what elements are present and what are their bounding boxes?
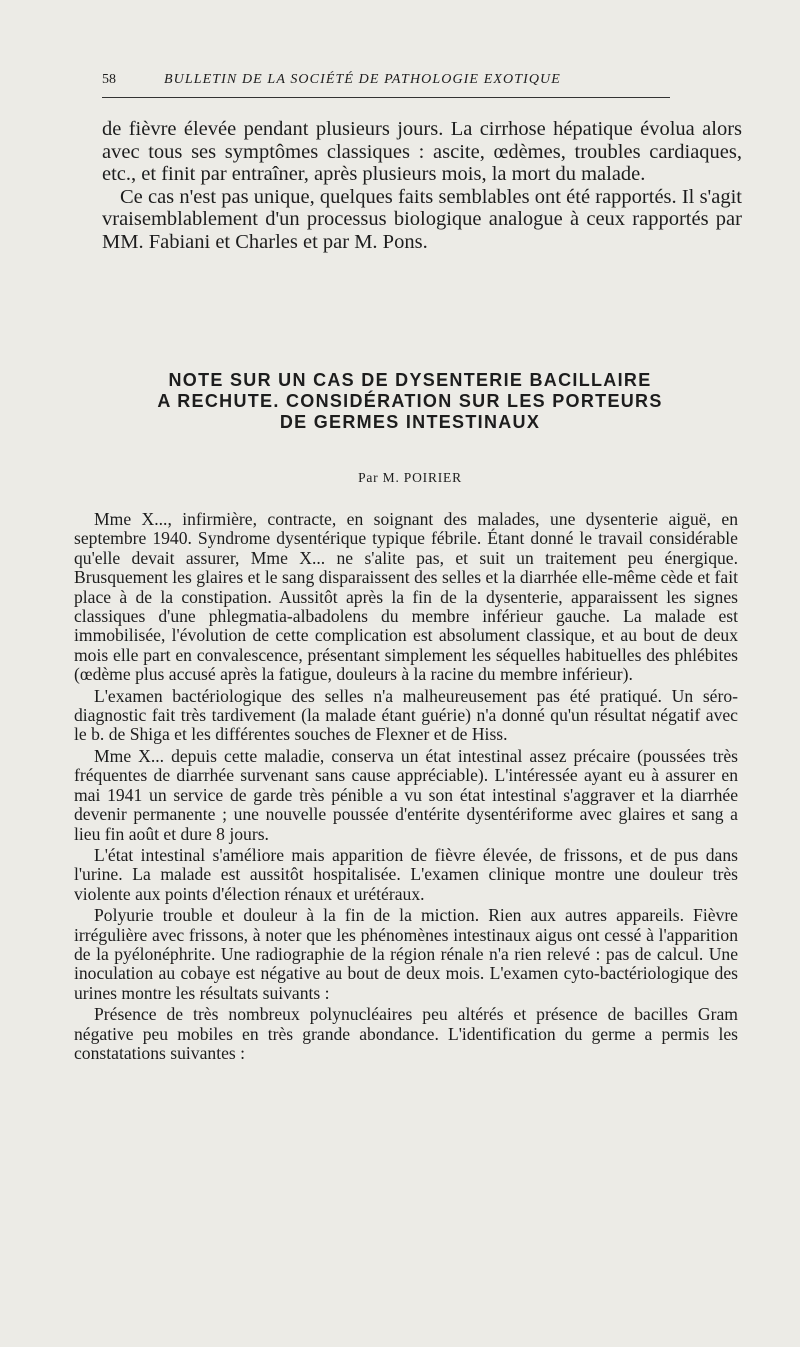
body-paragraph: L'examen bactériologique des selles n'a malheureusement pas été pratiqué. Un séro-diagnostic fait très tardivement (la malade étant guérie) n'a donné qu'un résultat négatif avec le b. de Shiga et les différentes souches de Flexner et de Hiss. — [74, 685, 738, 745]
body-paragraph: Mme X..., infirmière, contracte, en soignant des malades, une dysenterie aiguë, en septembre 1940. Syndrome dysentérique typique fébrile. Étant donné le travail considérable qu'elle devait assurer, Mme X... ne s'alite pas, et suit un traitement peu énergique. Brusquement les glaires et le sang disparaissent des selles et la diarrhée elle-même cède et fait place à de la constipation. Aussitôt après la fin de la dysenterie, apparaissent les signes classiques d'une phlegmatia-albadolens du membre inférieur gauche. La malade est immobilisée, l'évolution de cette complication est absolument classique, et au bout de deux mois elle part en convalescence, présentant simplement les séquelles habituelles des phlébites (œdème plus accusé après la fatigue, douleurs à la racine du membre inférieur). — [74, 509, 738, 685]
previous-article-continuation — [102, 118, 742, 253]
continuation-paragraph-2: Ce cas n'est pas unique, quelques faits semblables ont été rapportés. Il s'agit vraisemblablement d'un processus biologique analogue à ceux rapportés par MM. Fabiani et Charles et par M. Pons. — [102, 185, 742, 253]
page-number: 58 — [102, 72, 116, 87]
body-paragraph: L'état intestinal s'améliore mais apparition de fièvre élevée, de frissons, et de pus dans l'urine. La malade est aussitôt hospitalisée. L'examen clinique montre une douleur très violente aux points d'élection rénaux et urétéraux. — [74, 844, 738, 904]
article-body — [74, 510, 738, 1065]
article-author: Par M. POIRIER — [358, 470, 462, 485]
title-line-3: DE GERMES INTESTINAUX — [279, 412, 541, 432]
title-line-1: NOTE SUR UN CAS DE DYSENTERIE BACILLAIRE — [168, 370, 652, 390]
body-paragraph: Présence de très nombreux polynucléaires peu altérés et présence de bacilles Gram négative peu mobiles en très grande abondance. L'identification du germe a permis les constatations suivantes : — [74, 1004, 738, 1063]
running-title: BULLETIN DE LA SOCIÉTÉ DE PATHOLOGIE EXOTIQUE — [164, 72, 561, 87]
body-paragraph: Polyurie trouble et douleur à la fin de la miction. Rien aux autres appareils. Fièvre irrégulière avec frissons, à noter que les phénomènes intestinaux aigus ont cessé à l'apparition de la pyélonéphrite. Une radiographie de la région rénale n'a rien relevé : pas de calcul. Une inoculation au cobaye est négative au bout de deux mois. L'examen cyto-bactériologique des urines montre les résultats suivants : — [74, 905, 738, 1003]
header-rule — [102, 97, 670, 98]
continuation-paragraph-1: de fièvre élevée pendant plusieurs jours. La cirrhose hépatique évolua alors avec tous ses symptômes classiques : ascite, œdèmes, troubles cardiaques, etc., et finit par entraîner, après plusieurs mois, la mort du malade. — [102, 118, 742, 185]
title-line-2: A RECHUTE. CONSIDÉRATION SUR LES PORTEURS — [157, 391, 663, 411]
running-header — [102, 72, 668, 88]
article-title — [130, 370, 690, 433]
body-paragraph: Mme X... depuis cette maladie, conserva un état intestinal assez précaire (poussées très fréquentes de diarrhée survenant sans cause appréciable). L'intéressée ayant eu à assurer en mai 1941 un service de garde très pénible a vu son état intestinal s'aggraver et la diarrhée devenir permanente ; une nouvelle poussée d'entérite dysentériforme avec glaires et sang a lieu fin août et dure 8 jours. — [74, 745, 738, 844]
